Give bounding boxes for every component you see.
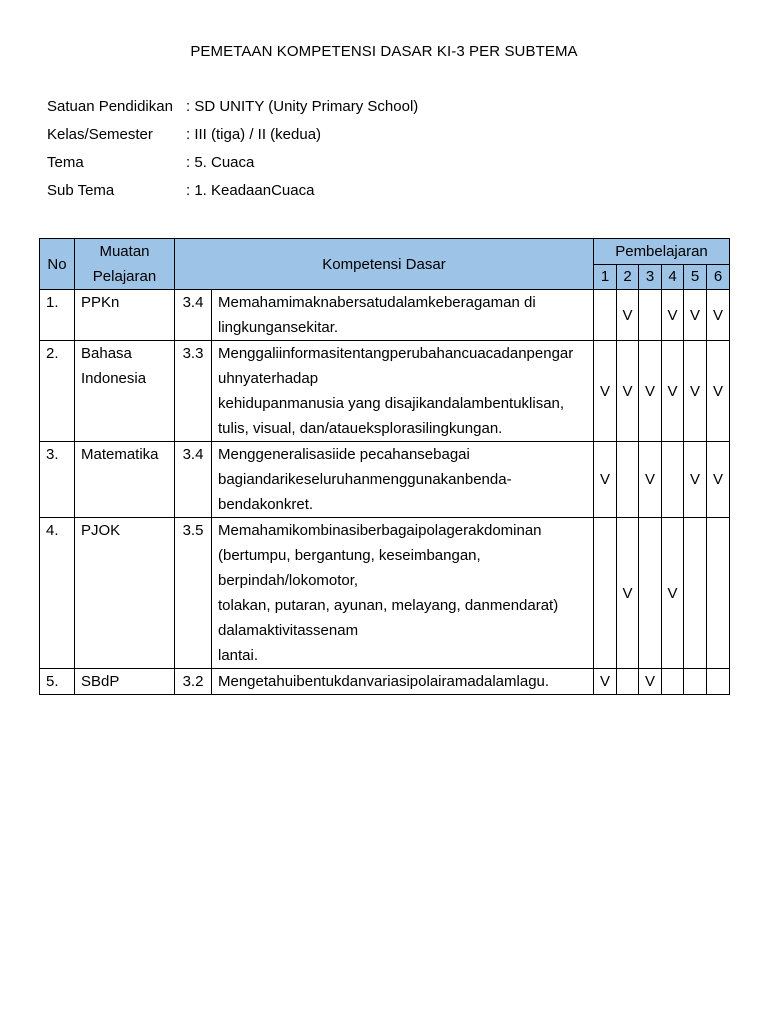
check-cell: V <box>639 669 662 695</box>
header-pembelajaran-6: 6 <box>707 265 730 290</box>
row-kd-code: 3.2 <box>175 669 212 695</box>
row-no: 2. <box>40 341 75 442</box>
kompetensi-table <box>39 238 730 695</box>
check-cell <box>639 290 662 341</box>
subject-line: Matematika <box>81 446 159 463</box>
row-kd-description <box>212 518 594 669</box>
row-kd-description <box>212 442 594 518</box>
subject-line: PPKn <box>81 294 120 311</box>
check-cell: V <box>662 290 684 341</box>
table-body <box>40 290 730 695</box>
table-row <box>40 669 730 695</box>
header-muatan-line: Muatan <box>99 243 150 260</box>
kd-line: Memahamikombinasiberbagaipolagerakdominan <box>218 522 542 539</box>
info-label: Satuan Pendidikan <box>47 98 173 115</box>
check-cell: V <box>594 341 617 442</box>
kd-line: kehidupanmanusia yang disajikandalambentuklisan, <box>218 395 565 412</box>
info-value: : 5. Cuaca <box>186 154 255 171</box>
check-cell: V <box>684 442 707 518</box>
check-cell: V <box>707 341 730 442</box>
check-cell <box>662 669 684 695</box>
info-row-subtema <box>47 181 418 209</box>
check-cell: V <box>707 290 730 341</box>
check-cell: V <box>662 341 684 442</box>
row-kd-code: 3.5 <box>175 518 212 669</box>
check-cell: V <box>639 341 662 442</box>
header-pembelajaran-2: 2 <box>617 265 639 290</box>
kd-line: berpindah/lokomotor, <box>218 572 359 589</box>
subject-line: Bahasa <box>81 345 132 362</box>
kd-line: lingkungansekitar. <box>218 319 339 336</box>
kd-line: tolakan, putaran, ayunan, melayang, danmendarat) <box>218 597 559 614</box>
row-kd-description <box>212 669 594 695</box>
info-value: : SD UNITY (Unity Primary School) <box>186 98 419 115</box>
table-row <box>40 341 730 442</box>
table-row <box>40 442 730 518</box>
kd-line: bagiandarikeseluruhanmenggunakanbenda- <box>218 471 512 488</box>
row-no: 1. <box>40 290 75 341</box>
check-cell: V <box>684 290 707 341</box>
info-label: Kelas/Semester <box>47 126 153 143</box>
row-subject <box>75 669 175 695</box>
info-value: : III (tiga) / II (kedua) <box>186 126 322 143</box>
kd-line: Memahamimaknabersatudalamkeberagaman di <box>218 294 536 311</box>
check-cell: V <box>594 669 617 695</box>
row-kd-code: 3.3 <box>175 341 212 442</box>
header-kompetensi-dasar: Kompetensi Dasar <box>175 239 594 290</box>
subject-line: SBdP <box>81 673 120 690</box>
header-pembelajaran-1: 1 <box>594 265 617 290</box>
check-cell <box>662 442 684 518</box>
kd-line: lantai. <box>218 647 259 664</box>
info-block <box>47 97 418 209</box>
info-row-tema <box>47 153 418 181</box>
check-cell <box>617 442 639 518</box>
row-kd-description <box>212 341 594 442</box>
check-cell: V <box>662 518 684 669</box>
check-cell <box>684 669 707 695</box>
table-row <box>40 290 730 341</box>
check-cell: V <box>639 442 662 518</box>
header-pembelajaran-4: 4 <box>662 265 684 290</box>
row-kd-description <box>212 290 594 341</box>
header-muatan-line: Pelajaran <box>92 268 157 285</box>
info-row-kelas <box>47 125 418 153</box>
info-value: : 1. KeadaanCuaca <box>186 182 315 199</box>
check-cell: V <box>617 518 639 669</box>
header-pembelajaran-5: 5 <box>684 265 707 290</box>
kd-line: (bertumpu, bergantung, keseimbangan, <box>218 547 481 564</box>
row-no: 4. <box>40 518 75 669</box>
header-muatan <box>75 239 175 290</box>
page-title: PEMETAAN KOMPETENSI DASAR KI-3 PER SUBTEMA <box>190 43 578 60</box>
row-subject <box>75 518 175 669</box>
check-cell <box>684 518 707 669</box>
subject-line: Indonesia <box>81 370 147 387</box>
table-header <box>40 239 730 290</box>
check-cell <box>617 669 639 695</box>
header-pembelajaran: Pembelajaran <box>594 239 730 265</box>
kd-line: Menggeneralisasiide pecahansebagai <box>218 446 470 463</box>
info-label: Tema <box>47 154 84 171</box>
check-cell: V <box>617 341 639 442</box>
kd-line: dalamaktivitassenam <box>218 622 359 639</box>
kd-line: tulis, visual, dan/ataueksplorasilingkungan. <box>218 420 503 437</box>
kd-line: Mengetahuibentukdanvariasipolairamadalamlagu. <box>218 673 550 690</box>
check-cell <box>707 518 730 669</box>
check-cell <box>594 290 617 341</box>
kd-line: bendakonkret. <box>218 496 314 513</box>
row-subject <box>75 341 175 442</box>
check-cell: V <box>617 290 639 341</box>
row-no: 3. <box>40 442 75 518</box>
info-row-satuan <box>47 97 418 125</box>
check-cell <box>594 518 617 669</box>
row-no: 5. <box>40 669 75 695</box>
row-kd-code: 3.4 <box>175 290 212 341</box>
check-cell <box>639 518 662 669</box>
kd-line: Menggaliinformasitentangperubahancuacadanpengar <box>218 345 574 362</box>
subject-line: PJOK <box>81 522 121 539</box>
check-cell: V <box>684 341 707 442</box>
kd-line: uhnyaterhadap <box>218 370 319 387</box>
header-pembelajaran-3: 3 <box>639 265 662 290</box>
check-cell: V <box>594 442 617 518</box>
header-no: No <box>40 239 75 290</box>
info-label: Sub Tema <box>47 182 115 199</box>
check-cell <box>707 669 730 695</box>
row-kd-code: 3.4 <box>175 442 212 518</box>
table-row <box>40 518 730 669</box>
check-cell: V <box>707 442 730 518</box>
row-subject <box>75 442 175 518</box>
row-subject <box>75 290 175 341</box>
